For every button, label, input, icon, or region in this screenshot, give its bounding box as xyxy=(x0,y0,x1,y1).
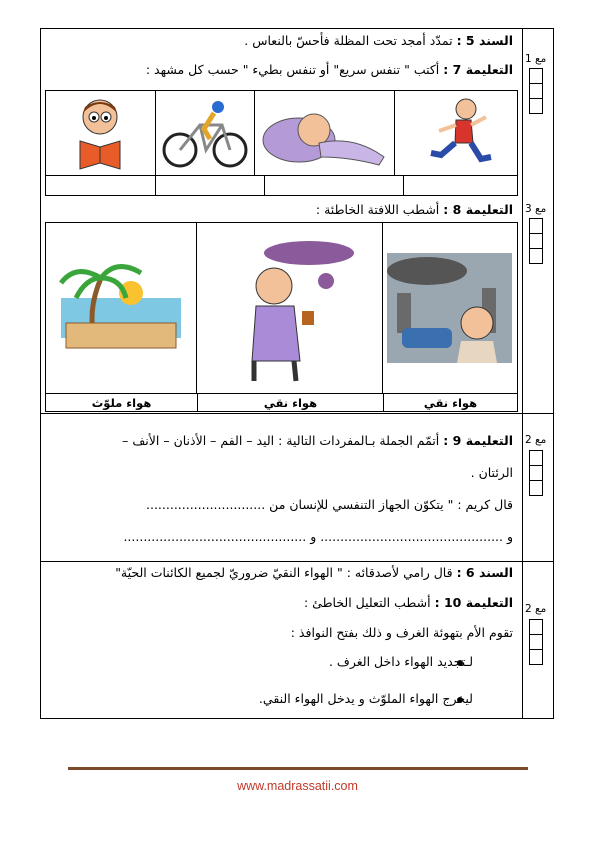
sentence-blank-1[interactable]: قال كريم : " يتكوّن الجهاز التنفسي للإنسان من .............................. xyxy=(146,497,513,512)
task-7: التعليمة 7 : أكتب " تنفس سريع" أو تنفس بطيء " حسب كل مشهد : xyxy=(145,62,513,77)
sentence-blank-2[interactable]: و .............................................. و .............................................. xyxy=(123,529,513,544)
criterion-label: مع 2 xyxy=(525,603,547,615)
criterion-label: مع 3 xyxy=(525,203,547,215)
answer-field[interactable] xyxy=(265,176,404,195)
sign-row xyxy=(45,394,518,412)
criterion-label: مع 2 xyxy=(525,434,547,446)
sign-label-clean[interactable]: هواء نقي xyxy=(198,394,384,411)
image-row-2 xyxy=(45,222,518,394)
answer-row-1 xyxy=(45,176,518,196)
sanad-5: السند 5 : تمدّد أمجد تحت المظلة فأحسّ بالنعاس . xyxy=(244,33,513,48)
sanad-6: السند 6 : قال رامي لأصدقائه : " الهواء النقيّ ضروريّ لجميع الكائنات الحيّة" xyxy=(115,565,513,580)
exam-sheet xyxy=(40,28,554,719)
task-10: التعليمة 10 : أشطب التعليل الخاطئ : xyxy=(304,595,513,610)
criterion-label: مع 1 xyxy=(525,53,547,65)
sign-label-clean[interactable]: هواء نقي xyxy=(423,395,478,410)
score-boxes xyxy=(529,620,543,665)
criteria-column-divider xyxy=(522,29,523,718)
answer-field[interactable] xyxy=(156,176,266,195)
sign-label-polluted[interactable]: هواء ملوّث xyxy=(46,394,198,411)
smoking-man-image xyxy=(197,223,382,393)
option-1[interactable]: لـتجديد الهواء داخل الغرف . xyxy=(328,654,473,669)
score-boxes xyxy=(529,451,543,496)
section-divider xyxy=(41,413,553,414)
running-boy-image xyxy=(395,91,517,175)
cyclist-image xyxy=(156,91,256,175)
option-2[interactable]: ليخرج الهواء الملوّث و يدخل الهواء النقي. xyxy=(258,691,473,706)
reading-boy-image xyxy=(46,91,156,175)
answer-field[interactable] xyxy=(46,176,156,195)
task-9: التعليمة 9 : أتمّم الجملة بـالمفردات التالية : اليد – الفم – الأذنان – الأنف – xyxy=(122,433,513,448)
score-boxes xyxy=(529,69,543,114)
footer-site-link[interactable]: www.madrassatii.com xyxy=(237,779,358,793)
score-boxes xyxy=(529,219,543,264)
statement: تقوم الأم بتهوئة الغرف و ذلك بفتح النوافذ : xyxy=(290,625,513,640)
image-row-1 xyxy=(45,90,518,176)
beach-palm-image xyxy=(46,223,197,393)
task-9-continued: الرئتان . xyxy=(470,465,513,480)
answer-field[interactable] xyxy=(404,176,517,195)
sleeping-child-image xyxy=(255,91,394,175)
polluted-city-image xyxy=(383,223,517,393)
section-divider xyxy=(41,561,553,562)
task-8: التعليمة 8 : أشطب اللافتة الخاطئة : xyxy=(315,202,513,217)
footer-rule xyxy=(68,767,528,770)
